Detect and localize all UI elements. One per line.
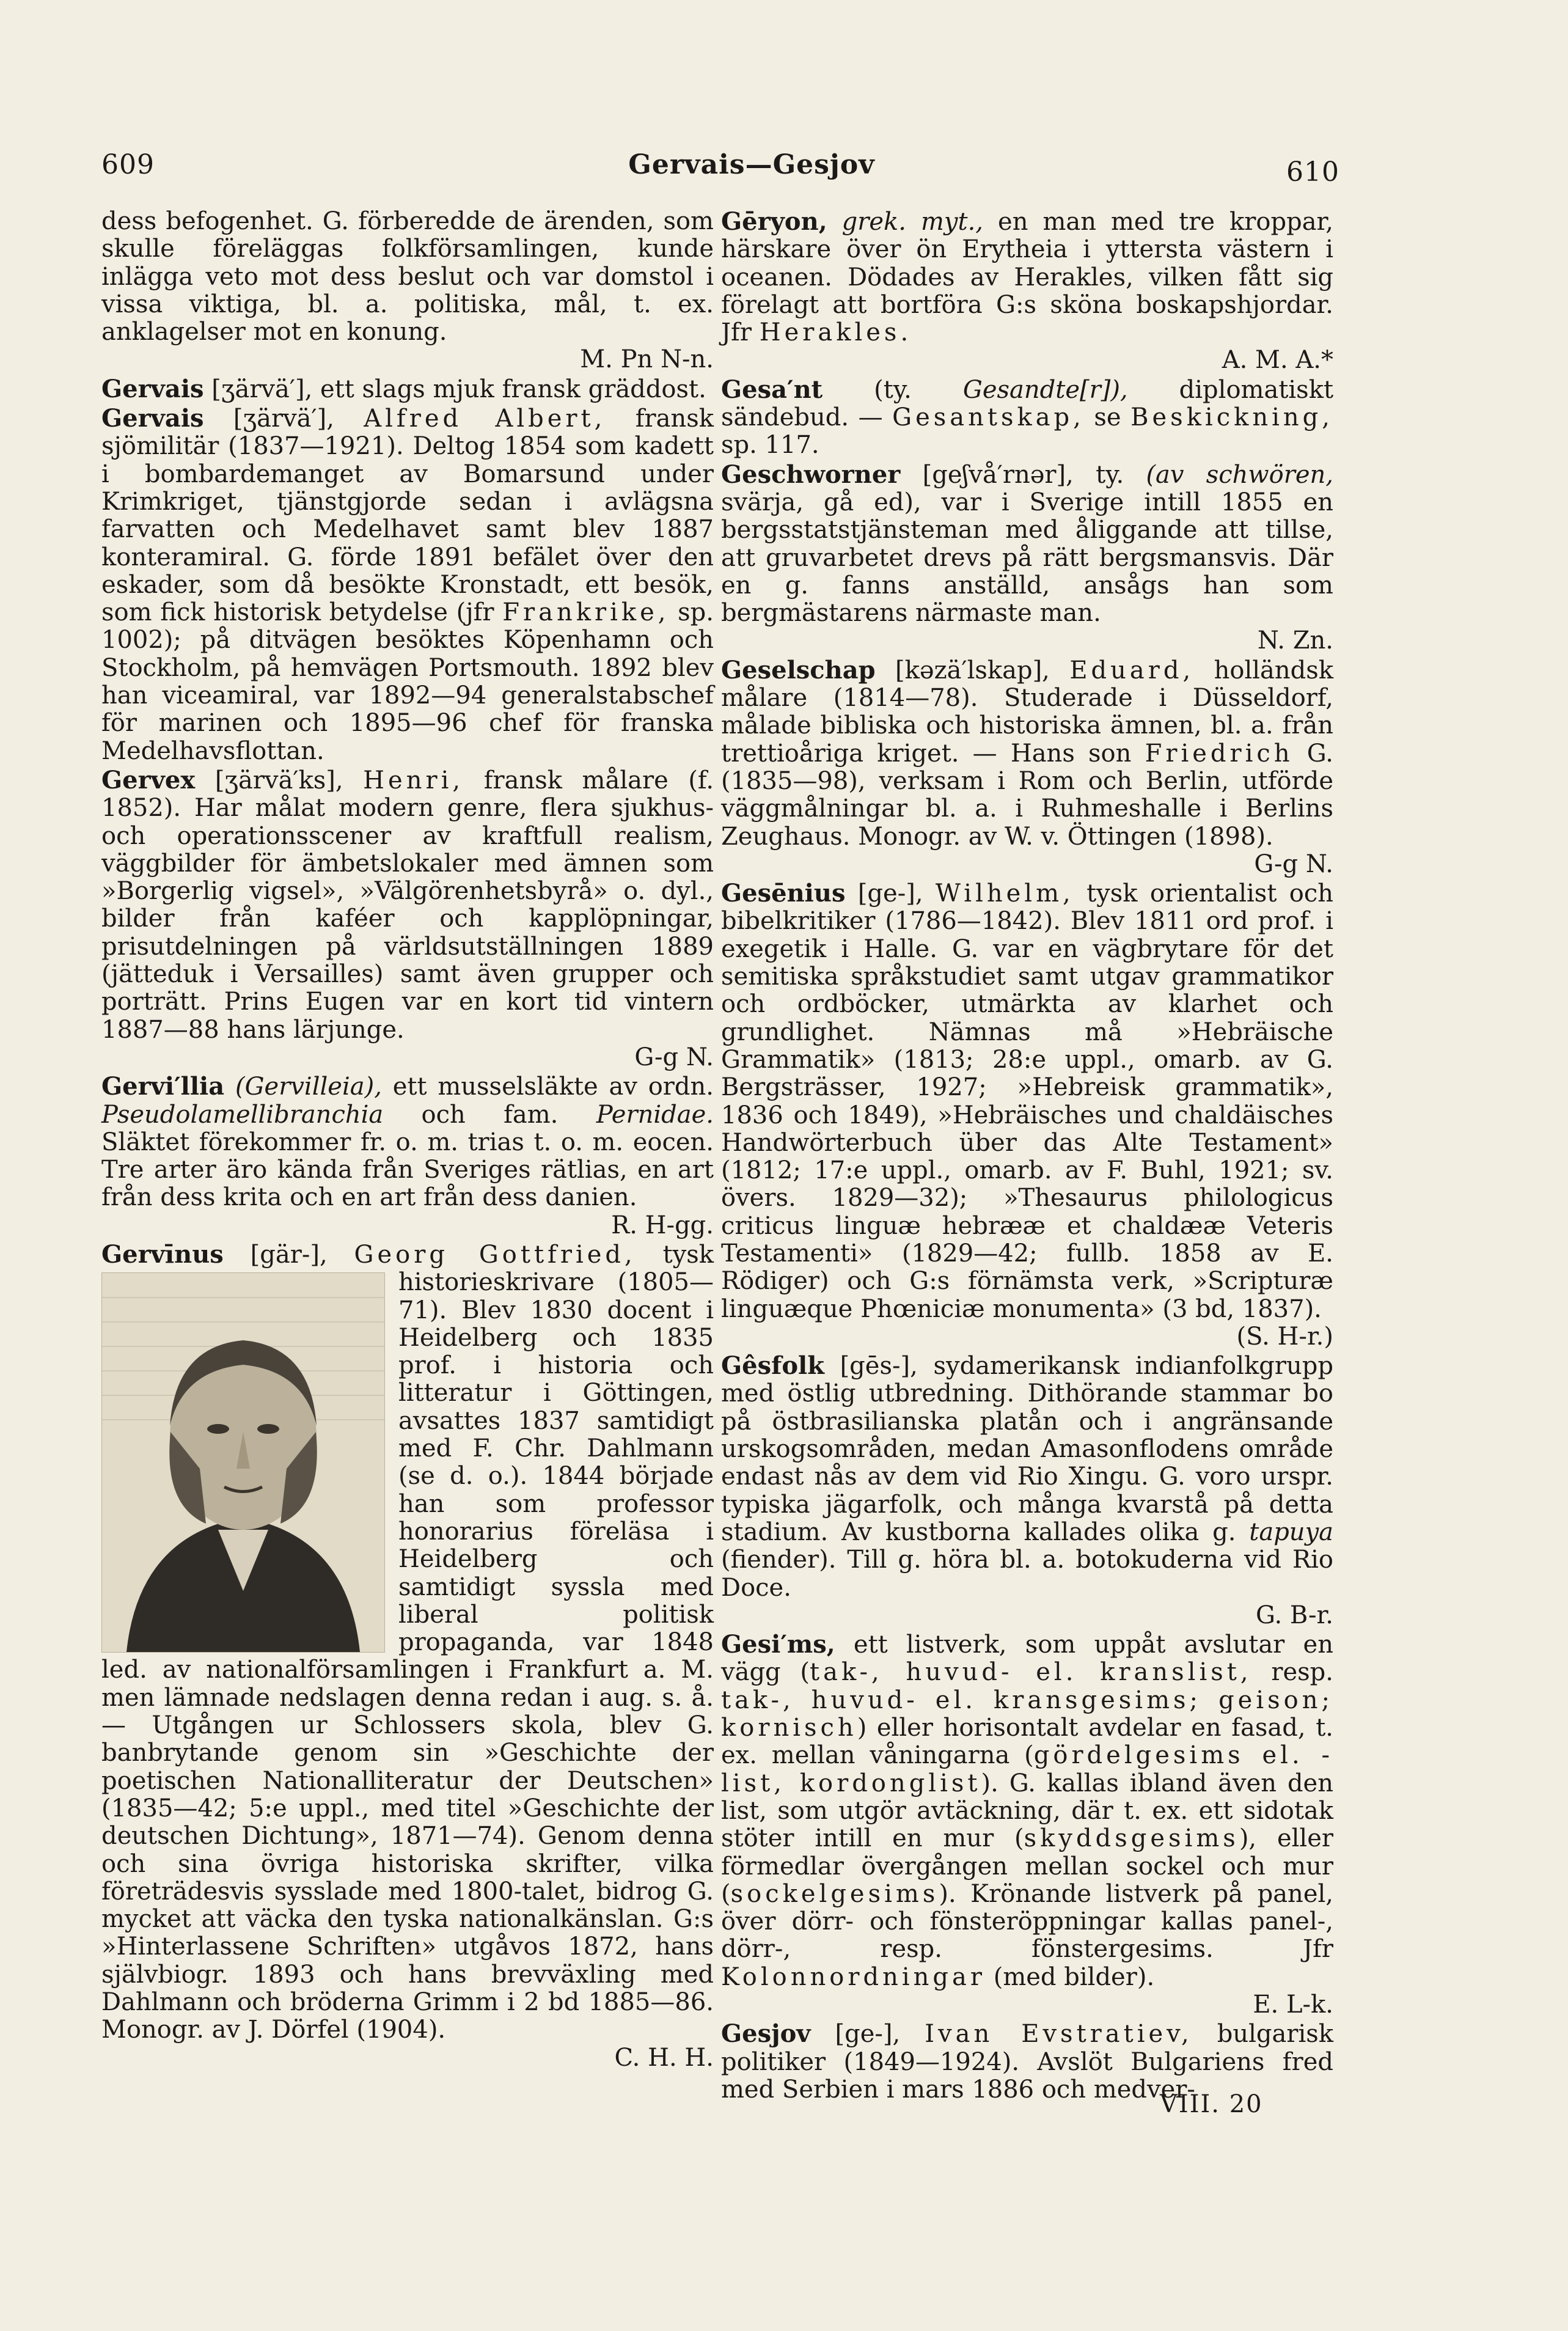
headword: Gēryon, [721,207,827,236]
entry-geselschap [721,656,1333,878]
entry-text: ). G. kallas ibland även den list, som utgör avtäckning, där t. ex. ett sidotak stöter intill en mur ( [721,1769,1333,1853]
cross-reference: Frankrike, [502,598,670,627]
term-list: sockelgesims [730,1879,939,1908]
language-label: (ty. [874,375,912,404]
entry-text: resp. [1271,1658,1333,1687]
cross-reference: Gesantskap, [892,403,1085,432]
left-column [101,208,714,2073]
person-name: Ivan Evstratiev, [925,2020,1193,2049]
entry-text: dess befogenhet. G. förberedde de ärenden, som skulle föreläggas folkförsamlingen, kunde inlägga veto mot dess beslut och var domstol i vissa viktiga, bl. a. politiska, mål, t. ex. anklagelser mot en konung. [101,207,714,347]
pronunciation: [gēs-], [840,1352,918,1381]
entry-gesims [721,1631,1333,2019]
entry-text: [ʒärvä′], ett slags mjuk fransk gräddost. [211,375,706,403]
latin-name: Pernidae. [596,1100,714,1129]
entry-gervais-admiral [101,405,714,765]
subject-label: grek. myt., [841,208,984,236]
entry-text: (fiender). Till g. höra bl. a. botokuderna vid Rio Doce. [721,1546,1333,1602]
headword: Geselschap [721,655,876,685]
entry-text: holländsk målare (1814—78). Studerade i Düsseldorf, målade bibliska och historiska ämnen, bl. a. från trettioåriga kriget. — Hans son [721,656,1334,768]
person-name: Friedrich [1145,739,1294,768]
entry-text: Släktet förekommer fr. o. m. trias t. o. m. eocen. Tre arter äro kända från Sveriges rätlias, en art från dess krita och en art från dess danien. [101,1128,714,1212]
entry-text: en man med tre kroppar, härskare över ön Erytheia i yttersta västern i oceanen. Dödades av Herakles, vilken fått sig förelagt att bortföra G:s sköna boskapshjordar. Jfr [721,208,1333,347]
entry-intro [101,208,714,374]
entry-geryon [721,208,1333,375]
native-term: tapuya [1249,1518,1334,1546]
page-number-right: 610 [1286,156,1339,188]
entry-text: sp. 117. [721,431,819,460]
etymology: Gesandte[r]), [962,375,1128,404]
headword: Gervais [101,404,204,433]
entry-gervinus [101,1241,714,2072]
term-list: skyddsgesims [1024,1824,1239,1853]
cross-reference: Herakles. [759,318,912,347]
headword: Gesa′nt [721,375,823,404]
entry-text: svärja, gå ed), var i Sverige intill 1855 en bergsstatstjänsteman med åliggande att tillse, att gruvarbetet drevs på rätt bergsmansvis. Där en g. fanns anställd, ansågs han som bergmästarens närmaste man. [721,488,1333,628]
entry-text: och fam. [421,1100,559,1129]
latin-name: (Gervilleia), [235,1073,382,1101]
person-name: Alfred Albert, [364,405,606,433]
running-head: Gervais—Gesjov [628,149,875,180]
entry-text: bulgarisk politiker (1849—1924). Avslöt Bulgariens fred med Serbien i mars 1886 och medver- [721,2020,1334,2104]
entry-text: diplomatiskt sändebud. — [721,375,1334,432]
headword: Gervi′llia [101,1072,225,1101]
entry-text: sp. 1002); på ditvägen besöktes Köpenhamn och Stockholm, på hemvägen Portsmouth. 1892 blev han viceamiral, var 1892—94 generalstabschef för marinen och 1895—96 chef för franska Medelhavsflottan. [101,598,714,765]
entry-text: (med bilder). [993,1962,1155,1991]
headword: Gesēnius [721,879,846,908]
pronunciation: [ge-], [835,2020,901,2049]
entry-gervillia [101,1073,714,1239]
latin-name: Pseudolamellibranchia [101,1100,384,1129]
term-list: tak-, huvud- el. kranslist, [810,1658,1252,1687]
entry-text: ). Krönande listverk på panel, över dörr- och fönsteröppningar kallas panel-, dörr-, resp. fönstergesims. Jfr [721,1879,1333,1964]
entry-text: ett listverk, som uppåt avslutar en vägg ( [721,1631,1333,1687]
person-name: Georg Gottfried, [354,1240,636,1269]
author-signature: G. B-r. [1255,1601,1333,1629]
pronunciation: [geʃvå′rnər], ty. [922,460,1124,489]
person-name: Henri, [363,766,464,795]
entry-gesant [721,376,1333,460]
author-signature: E. L-k. [1253,1991,1333,2019]
etymology: (av schwören, [1146,460,1334,489]
right-column [721,208,1333,2105]
page-number-left: 609 [101,149,155,180]
pronunciation: [gär-], [250,1240,328,1269]
pronunciation: [ge-], [857,879,923,908]
entry-gesenius [721,879,1333,1351]
headword: Geschworner [721,460,901,489]
entry-text: fransk sjömilitär (1837—1921). Deltog 1854 som kadett i bombardemanget av Bomarsund under Krimkriget, tjänstgjorde sedan i avlägsna farvatten och Medelhavet samt blev 1887 konteramiral. G. förde 1891 befälet över den eskader, som då besökte Kronstadt, ett besök, som fick historisk betydelse (jfr [101,405,714,627]
author-signature: G-g N. [634,1043,714,1071]
pronunciation: [kəzä′lskap], [895,656,1050,685]
author-signature: (S. H-r.) [1236,1322,1333,1351]
author-signature: A. M. A.* [1222,346,1333,375]
pronunciation: [ʒärvä′ks], [214,766,343,795]
entry-text: ), eller förmedlar övergången mellan sockel och mur ( [721,1824,1333,1908]
entry-gervais-cheese [101,375,714,403]
entry-text: ) eller horisontalt avdelar en fasad, t. ex. mellan våningarna ( [721,1714,1333,1770]
author-signature: M. Pn N-n. [580,345,714,374]
entry-text: fransk målare (f. 1852). Har målat modern genre, flera sjukhus- och operationsscener av kraftfull realism, väggbilder för ämbetslokaler med ämnen som »Borgerlig vigsel», »Välgörenhetsbyrå» o. dyl., bilder från kaféer och kapplöpningar, prisutdelningen på världsutställningen 1889 (jätteduk i Versailles) samt även grupper och porträtt. Prins Eugen var en kort tid vintern 1887—88 hans lärjunge. [101,766,714,1044]
term-list: tak-, huvud- el. kransgesims; geison; kornisch [721,1686,1333,1742]
headword: Gesi′ms, [721,1630,835,1659]
headword: Gêsfolk [721,1351,824,1381]
entry-text: tysk orientalist och bibelkritiker (1786—1842). Blev 1811 ord prof. i exegetik i Halle. G. var en vägbrytare för det semitiska språkstudiet samt utgav grammatikor och ordböcker, utmärkta av klarhet och grundlighet. Nämnas må »Hebräische Grammatik» (1813; 28:e uppl., omarb. av G. Bergsträsser, 1927; »Hebreisk grammatik», 1836 och 1849), »Hebräisches und chaldäisches Handwörterbuch über das Alte Testament» (1812; 17:e uppl., omarb. av F. Buhl, 1921; sv. övers. 1829—32); »Thesaurus philologicus criticus linguæ hebrææ et chaldææ Veteris Testamenti» (1829—42; fullb. 1858 av E. Rödiger) och G:s förnämsta verk, »Scripturæ linguæque Phœniciæ monumenta» (3 bd, 1837). [721,879,1333,1323]
author-signature: N. Zn. [1257,626,1333,655]
entry-text: se [1094,403,1121,432]
entry-text: ett musselsläkte av ordn. [392,1073,714,1101]
portrait-engraving [102,1273,384,1652]
person-name: Wilhelm, [935,879,1074,908]
volume-signature-mark: VIII. 20 [1160,2090,1263,2118]
entry-gervex [101,766,714,1071]
term-list: gördelgesims el. -list, kordonglist [721,1741,1334,1797]
headword: Gervex [101,765,196,795]
headword: Gervais [101,374,204,403]
cross-reference: Kolonnordningar [721,1962,986,1991]
entry-text: sydamerikansk indianfolkgrupp med östlig utbredning. Dithörande stammar bo på östbrasilianska platån och i angränsande urskogsområden, medan Amasonflodens område endast nås av dem vid Rio Xingu. G. voro urspr. typiska jägarfolk, och många kvarstå på detta stadium. Av kustborna kallades olika g. [721,1352,1333,1546]
entry-text: G. (1835—98), verksam i Rom och Berlin, utförde väggmålningar bl. a. i Ruhmeshalle i Berlins Zeughaus. Monogr. av W. v. Öttingen (1898). [721,739,1334,851]
person-name: Eduard, [1069,656,1195,685]
entry-gesfolk [721,1352,1333,1629]
headword: Gesjov [721,2019,811,2049]
cross-reference: Beskickning, [1130,403,1333,432]
entry-geschworner [721,461,1333,655]
portrait-image [101,1272,385,1653]
author-signature: C. H. H. [614,2043,714,2072]
pronunciation: [ʒärvä′], [233,405,334,433]
headword: Gervīnus [101,1239,224,1269]
author-signature: R. H-gg. [611,1211,714,1239]
author-signature: G-g N. [1254,850,1333,878]
entry-text: tysk historieskrivare (1805—71). Blev 1830 docent i Heidelberg och 1835 prof. i historia och litteratur i Göttingen, avsattes 1837 samtidigt med F. Chr. Dahlmann (se d. o.). 1844 började han som professor honorarius föreläsa i Heidelberg och samtidigt syssla med liberal politisk propaganda, var 1848 led. av nationalförsamlingen i Frankfurt a. M. men lämnade nedslagen denna redan i aug. s. å. — Utgången ur Schlossers skola, blev G. banbrytande genom sin »Geschichte der poetischen Nationalliteratur der Deutschen» (1835—42; 5:e uppl., med titel »Geschichte der deutschen Dichtung», 1871—74). Genom denna och sina övriga historiska skrifter, vilka företrädesvis sysslade med 1800-talet, bidrog G. mycket att väcka den tyska nationalkänslan. G:s »Hinterlassene Schriften» utgåvos 1872, hans självbiogr. 1893 och hans brevväxling med Dahlmann och bröderna Grimm i 2 bd 1885—86. Monogr. av J. Dörfel (1904). [101,1240,714,2044]
